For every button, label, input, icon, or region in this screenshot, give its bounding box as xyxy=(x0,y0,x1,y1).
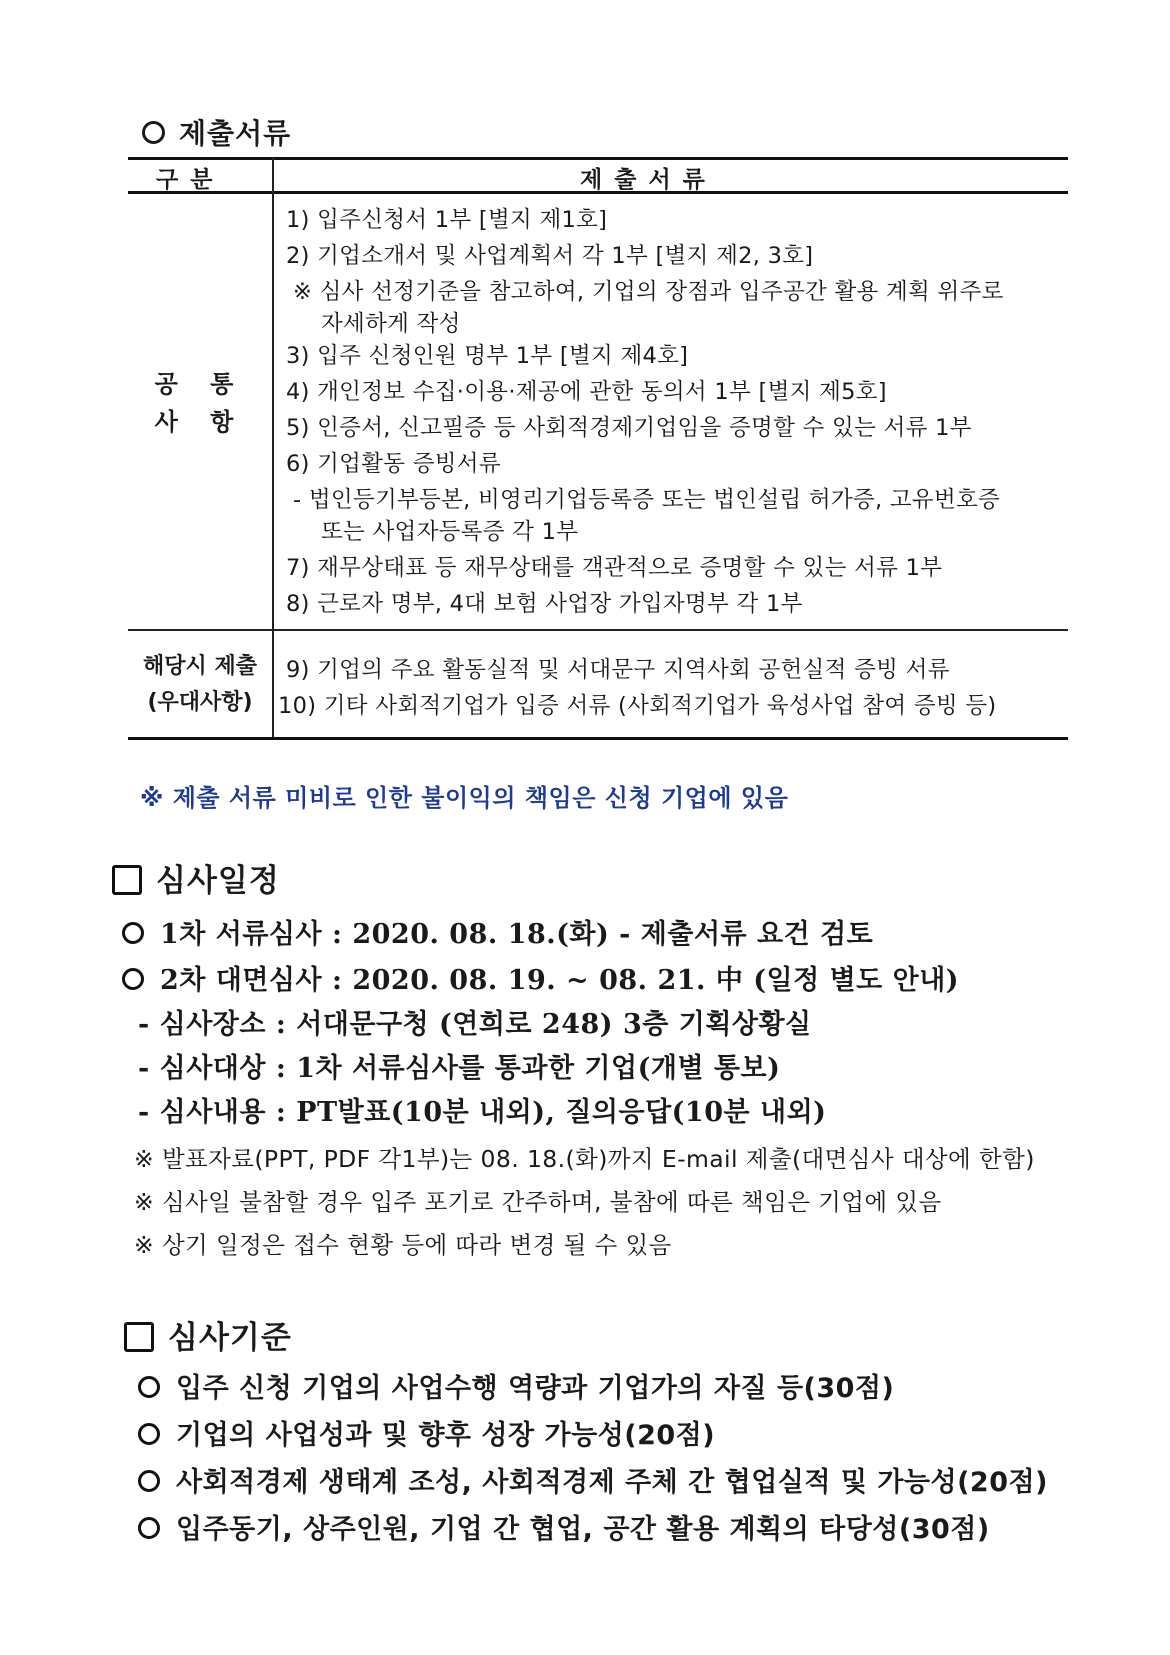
schedule-place: - 심사장소 : 서대문구청 (연희로 248) 3층 기획상황실 xyxy=(138,1009,812,1040)
circle-bullet-icon xyxy=(142,121,165,144)
schedule-first xyxy=(122,912,873,951)
common-label-line2: 사 항 xyxy=(154,408,246,436)
circle-bullet-icon xyxy=(138,1470,160,1492)
doc-note: ※ 심사 선정기준을 참고하여, 기업의 장점과 입주공간 활용 계획 위주로 xyxy=(293,279,1004,305)
doc-subitem: - 법인등기부등본, 비영리기업등록증 또는 법인설립 허가증, 고유번호증 xyxy=(293,487,1001,513)
doc-item-4: 4) 개인정보 수집·이용·제공에 관한 동의서 1부 [별지 제5호] xyxy=(286,379,887,405)
criteria-item-3 xyxy=(138,1460,1048,1499)
table-column-divider xyxy=(272,157,274,737)
circle-bullet-icon xyxy=(122,968,144,990)
doc-item-9: 9) 기업의 주요 활동실적 및 서대문구 지역사회 공헌실적 증빙 서류 xyxy=(286,657,950,683)
schedule-second-text: 2차 대면심사 : 2020. 08. 19. ~ 08. 21. 中 (일정 별도 안내) xyxy=(160,965,960,996)
doc-item-5: 5) 인증서, 신고필증 등 사회적경제기업임을 증명할 수 있는 서류 1부 xyxy=(286,415,972,441)
circle-bullet-icon xyxy=(122,922,144,944)
table-top-border xyxy=(128,157,1068,160)
schedule-note-3: ※ 상기 일정은 접수 현황 등에 따라 변경 될 수 있음 xyxy=(134,1231,672,1259)
criteria-item-4-text: 입주동기, 상주인원, 기업 간 협업, 공간 활용 계획의 타당성(30점) xyxy=(176,1514,990,1545)
doc-item-8: 8) 근로자 명부, 4대 보험 사업장 가입자명부 각 1부 xyxy=(286,591,803,617)
schedule-heading xyxy=(112,855,280,900)
doc-item-7: 7) 재무상태표 등 재무상태를 객관적으로 증명할 수 있는 서류 1부 xyxy=(286,555,943,581)
criteria-item-1-text: 입주 신청 기업의 사업수행 역량과 기업가의 자질 등(30점) xyxy=(176,1373,895,1404)
optional-label xyxy=(128,649,272,721)
schedule-note-2: ※ 심사일 불참할 경우 입주 포기로 간주하며, 불참에 따른 책임은 기업에 있음 xyxy=(134,1188,942,1216)
criteria-item-4 xyxy=(138,1507,990,1546)
common-label-line1: 공 통 xyxy=(154,370,246,398)
schedule-note-1: ※ 발표자료(PPT, PDF 각1부)는 08. 18.(화)까지 E-mail 제출(대면심사 대상에 한함) xyxy=(134,1145,1035,1173)
table-bottom-border xyxy=(128,737,1068,740)
table-row-divider xyxy=(128,629,1068,631)
doc-subitem-cont: 또는 사업자등록증 각 1부 xyxy=(321,519,579,545)
doc-item-6: 6) 기업활동 증빙서류 xyxy=(286,451,501,477)
optional-label-line1: 해당시 제출 xyxy=(143,654,257,679)
criteria-item-3-text: 사회적경제 생태계 조성, 사회적경제 주체 간 협업실적 및 가능성(20점) xyxy=(176,1467,1048,1498)
schedule-target: - 심사대상 : 1차 서류심사를 통과한 기업(개별 통보) xyxy=(138,1053,781,1084)
submission-table xyxy=(128,157,1068,779)
criteria-heading xyxy=(124,1312,292,1357)
doc-note-cont: 자세하게 작성 xyxy=(321,311,461,337)
criteria-item-1 xyxy=(138,1366,894,1405)
common-label xyxy=(128,365,272,441)
circle-bullet-icon xyxy=(138,1517,160,1539)
schedule-content: - 심사내용 : PT발표(10분 내외), 질의응답(10분 내외) xyxy=(138,1097,827,1128)
table-header-documents: 제 출 서 류 xyxy=(580,167,707,193)
circle-bullet-icon xyxy=(138,1423,160,1445)
submission-heading xyxy=(142,112,291,152)
table-header-category: 구 분 xyxy=(156,167,215,193)
doc-item-3: 3) 입주 신청인원 명부 1부 [별지 제4호] xyxy=(286,343,689,369)
circle-bullet-icon xyxy=(138,1376,160,1398)
optional-label-line2: (우대사항) xyxy=(147,690,253,715)
submission-heading-text: 제출서류 xyxy=(179,117,292,150)
doc-item-10: 10) 기타 사회적기업가 입증 서류 (사회적기업가 육성사업 참여 증빙 등) xyxy=(278,693,997,719)
doc-item-1: 1) 입주신청서 1부 [별지 제1호] xyxy=(286,207,608,233)
doc-item-2: 2) 기업소개서 및 사업계획서 각 1부 [별지 제2, 3호] xyxy=(286,243,814,269)
submission-notice: ※ 제출 서류 미비로 인한 불이익의 책임은 신청 기업에 있음 xyxy=(140,784,789,812)
schedule-heading-text: 심사일정 xyxy=(156,863,280,899)
criteria-item-2-text: 기업의 사업성과 및 향후 성장 가능성(20점) xyxy=(176,1420,716,1451)
square-bullet-icon xyxy=(124,1322,154,1352)
square-bullet-icon xyxy=(112,865,142,895)
criteria-heading-text: 심사기준 xyxy=(168,1320,292,1356)
schedule-first-text: 1차 서류심사 : 2020. 08. 18.(화) - 제출서류 요건 검토 xyxy=(160,919,874,950)
schedule-second xyxy=(122,958,959,997)
criteria-item-2 xyxy=(138,1413,715,1452)
